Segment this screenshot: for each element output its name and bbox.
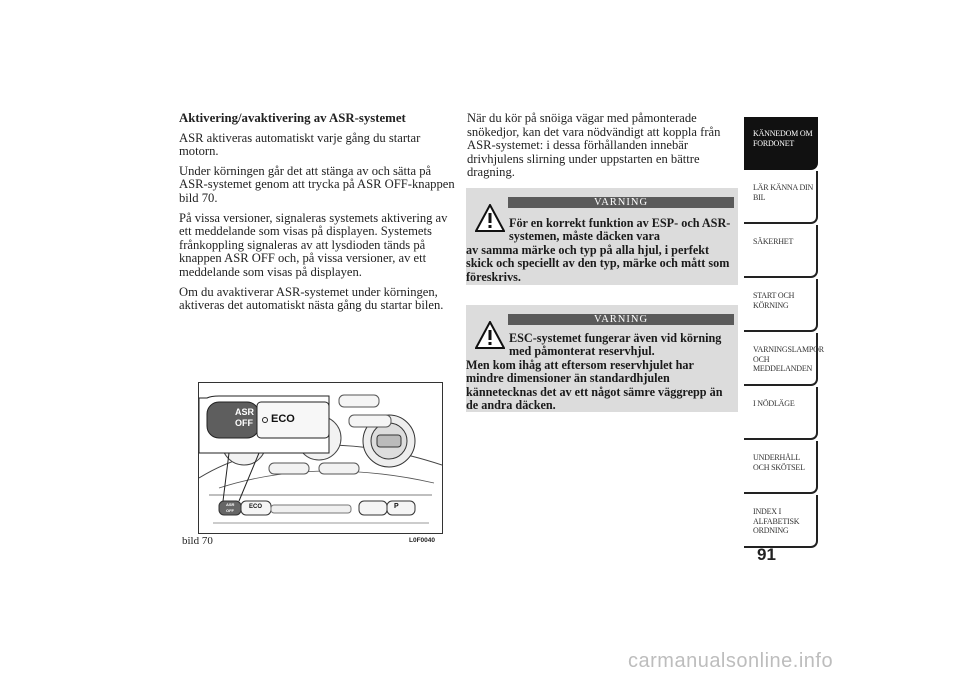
- small-p-label: P: [394, 503, 399, 510]
- paragraph: Om du avaktiverar ASR-systemet under körningen, aktiveras det automatiskt nästa gång du startar bilen.: [179, 284, 444, 313]
- warning-text: [466, 332, 734, 412]
- tab-i-nodlage[interactable]: I NÖDLÄGE: [744, 387, 818, 440]
- tab-kannedom-om-fordonet[interactable]: KÄNNEDOM OM FORDONET: [744, 117, 818, 170]
- paragraph: ASR aktiveras automatiskt varje gång du startar motorn.: [179, 130, 421, 159]
- figure-code: L0F0040: [409, 537, 436, 544]
- section-heading: Aktivering/avaktivering av ASR-systemet: [179, 111, 406, 125]
- asr-off-button-label: OFF: [235, 418, 253, 428]
- warning-label: VARNING: [508, 197, 734, 208]
- warning-box: [466, 305, 738, 412]
- warning-text: [466, 217, 734, 284]
- tab-sakerhet[interactable]: SÄKERHET: [744, 225, 818, 278]
- paragraph: När du kör på snöiga vägar med påmonterade snökedjor, kan det vara nödvändigt att koppla från ASR-systemet: i dessa förhållanden innebär drivhjulens slirning under uppstarten en bättre dragning.: [467, 111, 721, 180]
- figure-caption: bild 70: [182, 535, 213, 547]
- tab-lar-kanna-din-bil[interactable]: LÄR KÄNNA DIN BIL: [744, 171, 818, 224]
- climate-panel-drawing: [199, 383, 442, 533]
- warning-text-line: För en korrekt funktion av ESP- och ASR-systemen, måste däcken vara: [509, 216, 731, 244]
- left-column: [179, 112, 461, 319]
- paragraph: På vissa versioner, signaleras systemets aktivering av ett meddelande som visas på displayen. Systemets frånkoppling signaleras av att lysdioden tänds på knappen ASR OFF och, på vissa versioner, av ett meddelande som visas på displayen.: [179, 210, 448, 279]
- right-column: [467, 112, 739, 180]
- tab-varningslampor[interactable]: VARNINGSLAMPOR OCH MEDDELANDEN: [744, 333, 818, 386]
- warning-text-rest: av samma märke och typ på alla hjul, i perfekt skick och speciellt av den typ, märke och mått som föreskrivs.: [466, 242, 730, 284]
- eco-button-label: ECO: [271, 413, 295, 425]
- watermark: carmanualsonline.info: [628, 650, 834, 672]
- warning-box: [466, 188, 738, 285]
- small-eco-label: ECO: [249, 504, 263, 510]
- small-asr-label: ASR: [226, 502, 235, 507]
- tab-index[interactable]: INDEX I ALFABETISK ORDNING: [744, 495, 818, 548]
- warning-label: VARNING: [508, 314, 734, 325]
- small-off-label: OFF: [226, 508, 234, 513]
- asr-off-button-label: ASR: [235, 407, 255, 417]
- tab-start-och-korning[interactable]: START OCH KÖRNING: [744, 279, 818, 332]
- page-number: 91: [757, 545, 776, 564]
- dashboard-illustration: [198, 382, 443, 534]
- warning-text-line: ESC-systemet fungerar även vid körning med påmonterat reservhjul.: [509, 331, 722, 359]
- warning-text-rest: Men kom ihåg att eftersom reservhjulet har mindre dimensioner än standardhjulen kännetecknas det av ett något sämre väggrepp än de andra däcken.: [466, 357, 723, 413]
- paragraph: Under körningen går det att stänga av och sätta på ASR-systemet genom att trycka på ASR OFF-knappen bild 70.: [179, 163, 455, 205]
- tab-underhall-och-skotsel[interactable]: UNDERHÅLL OCH SKÖTSEL: [744, 441, 818, 494]
